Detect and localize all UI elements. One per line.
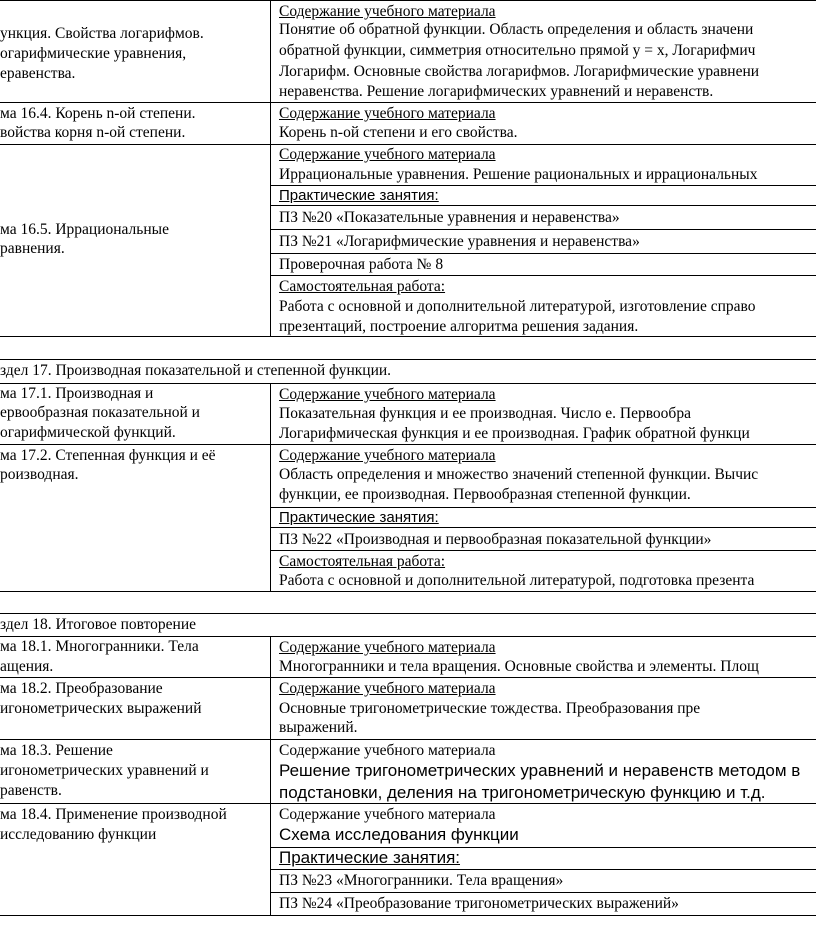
topic-title: игонометрических уравнений и — [0, 762, 209, 779]
practical-item: ПЗ №22 «Производная и первообразная показательной функции» — [279, 531, 712, 548]
independent-heading: Самостоятельная работа: — [279, 278, 446, 295]
section-title: здел 17. Производная показательной и степенной функции. — [0, 362, 392, 379]
cell-border — [270, 205, 816, 206]
topic-title: ма 18.4. Применение производной — [0, 806, 227, 823]
topic-title: ункция. Свойства логарифмов. — [0, 25, 204, 42]
content-text: Корень n-ой степени и его свойства. — [279, 124, 518, 141]
column-divider — [270, 0, 271, 337]
row-border — [0, 383, 816, 384]
content-text: неравенства. Решение логарифмических уравнений и неравенств. — [279, 83, 714, 100]
practical-item: ПЗ №23 «Многогранники. Тела вращения» — [279, 872, 564, 889]
content-heading: Содержание учебного материала — [279, 742, 496, 759]
row-border — [0, 803, 816, 804]
independent-heading: Самостоятельная работа: — [279, 553, 446, 570]
topic-title: ащения. — [0, 658, 54, 675]
topic-title: ма 17.1. Производная и — [0, 385, 154, 402]
content-heading: Содержание учебного материала — [279, 680, 496, 697]
content-text: Логарифмическая функция и ее производная. График обратной функци — [279, 425, 750, 442]
content-text: Понятие об обратной функции. Область определения и область значени — [279, 21, 754, 38]
practical-heading: Практические занятия: — [279, 187, 439, 204]
content-text: обратной функции, симметрия относительно прямой y = x, Логарифмич — [279, 42, 756, 59]
content-text: функции, ее производная. Первообразная степенной функции. — [279, 486, 691, 503]
content-heading: Содержание учебного материала — [279, 3, 496, 20]
cell-border — [270, 507, 816, 508]
practical-item: ПЗ №24 «Преобразование тригонометрических выражений» — [279, 895, 679, 912]
topic-title: ма 18.3. Решение — [0, 742, 113, 759]
content-heading: Содержание учебного материала — [279, 447, 496, 464]
row-border — [0, 677, 816, 678]
topic-title: огарифмической функций. — [0, 424, 176, 441]
content-heading: Содержание учебного материала — [279, 806, 496, 823]
column-divider — [270, 636, 271, 916]
independent-text: Работа с основной и дополнительной литературой, подготовка презента — [279, 572, 755, 589]
topic-title: войства корня n-ой степени. — [0, 124, 186, 141]
cell-border — [270, 527, 816, 528]
row-border — [0, 444, 816, 445]
check-work: Проверочная работа № 8 — [279, 256, 444, 273]
content-heading: Содержание учебного материала — [279, 146, 496, 163]
practical-heading: Практические занятия: — [279, 509, 439, 526]
cell-border — [270, 869, 816, 870]
topic-title: ма 16.4. Корень n-ой степени. — [0, 105, 196, 122]
topic-title: еравенства. — [0, 65, 76, 82]
topic-title: равенств. — [0, 782, 62, 799]
content-heading: Содержание учебного материала — [279, 639, 496, 656]
row-border — [0, 739, 816, 740]
content-text: подстановки, деления на тригонометрическую функцию и т.д. — [279, 783, 766, 802]
practical-item: ПЗ №21 «Логарифмические уравнения и неравенства» — [279, 233, 640, 250]
row-border — [0, 336, 816, 337]
topic-title: равнения. — [0, 240, 65, 257]
topic-title: исследованию функции — [0, 826, 157, 843]
topic-title: ма 16.5. Иррациональные — [0, 221, 169, 238]
row-border — [0, 0, 816, 1]
row-border — [0, 636, 816, 637]
cell-border — [270, 185, 816, 186]
content-text: Основные тригонометрические тождества. Преобразования пре — [279, 700, 701, 717]
cell-border — [270, 229, 816, 230]
content-text: Решение тригонометрических уравнений и неравенств методом в — [279, 761, 801, 780]
content-heading: Содержание учебного материала — [279, 386, 496, 403]
topic-title: роизводная. — [0, 466, 79, 483]
content-text: выражений. — [279, 719, 358, 736]
content-text: Схема исследования функции — [279, 825, 519, 844]
content-heading: Содержание учебного материала — [279, 105, 496, 122]
row-border — [0, 102, 816, 103]
topic-title: ма 18.2. Преобразование — [0, 680, 163, 697]
section-title: здел 18. Итоговое повторение — [0, 616, 197, 633]
content-text: Логарифм. Основные свойства логарифмов. Логарифмические уравнени — [279, 63, 760, 80]
topic-title: игонометрических выражений — [0, 700, 202, 717]
cell-border — [270, 892, 816, 893]
independent-text: презентаций, построение алгоритма решения задания. — [279, 318, 639, 335]
practical-heading: Практические занятия: — [279, 848, 461, 867]
row-border — [0, 591, 816, 592]
topic-title: огарифмические уравнения, — [0, 45, 187, 62]
topic-title: ма 18.1. Многогранники. Тела — [0, 638, 199, 655]
topic-title: ервообразная показательной и — [0, 404, 200, 421]
cell-border — [270, 550, 816, 551]
row-border — [0, 613, 816, 614]
practical-item: ПЗ №20 «Показательные уравнения и неравенства» — [279, 209, 620, 226]
row-border — [0, 915, 816, 916]
independent-text: Работа с основной и дополнительной литературой, изготовление справо — [279, 298, 756, 315]
content-text: Многогранники и тела вращения. Основные свойства и элементы. Площ — [279, 658, 759, 675]
cell-border — [270, 253, 816, 254]
topic-title: ма 17.2. Степенная функция и её — [0, 447, 216, 464]
row-border — [0, 359, 816, 360]
row-border — [0, 144, 816, 145]
content-text: Иррациональные уравнения. Решение рациональных и иррациональных — [279, 166, 758, 183]
content-text: Область определения и множество значений степенной функции. Вычис — [279, 466, 759, 483]
cell-border — [270, 275, 816, 276]
content-text: Показательная функция и ее производная. Число е. Первообра — [279, 405, 691, 422]
column-divider — [270, 383, 271, 592]
